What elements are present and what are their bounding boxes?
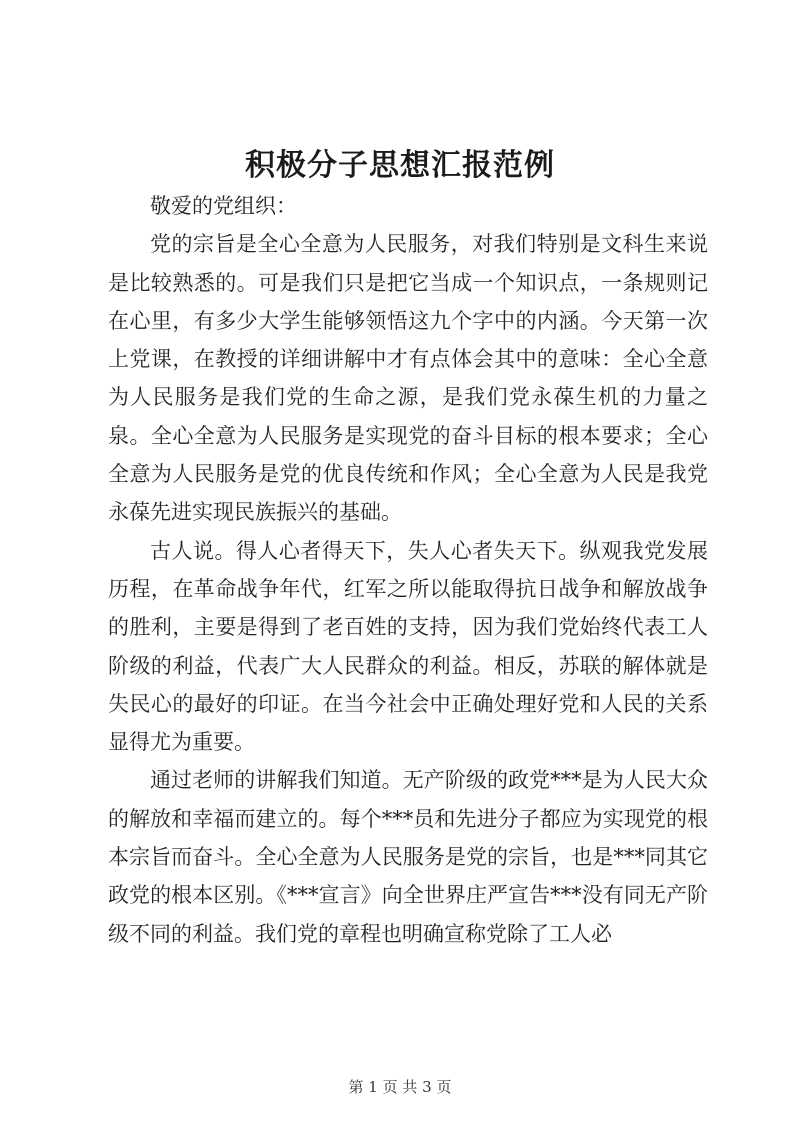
paragraph-2: 古人说。得人心者得天下，失人心者失天下。纵观我党发展历程，在革命战争年代，红军之所以能取得抗日战争和解放战争的胜利，主要是得到了老百姓的支持，因为我们党始终代表工人阶级的利益，代表广大人民群众的利益。相反，苏联的解体就是失民心的最好的印证。在当今社会中正确处理好党和人民的关系显得尤为重要。: [108, 538, 708, 755]
document-title: 积极分子思想汇报范例: [245, 148, 555, 183]
document-body: [108, 187, 708, 953]
paragraph-1: 党的宗旨是全心全意为人民服务，对我们特别是文科生来说是比较熟悉的。可是我们只是把它当成一个知识点，一条规则记在心里，有多少大学生能够领悟这九个字中的内涵。今天第一次上党课，在教授的详细讲解中才有点体会其中的意味：全心全意为人民服务是我们党的生命之源，是我们党永葆生机的力量之泉。全心全意为人民服务是实现党的奋斗目标的根本要求；全心全意为人民服务是党的优良传统和作风；全心全意为人民是我党永葆先进实现民族振兴的基础。: [108, 232, 708, 525]
greeting: 敬爱的党组织：: [150, 194, 297, 218]
page-number-footer: 第 1 页 共 3 页: [348, 1078, 452, 1096]
paragraph-3: 通过老师的讲解我们知道。无产阶级的政党***是为人民大众的解放和幸福而建立的。每个***员和先进分子都应为实现党的根本宗旨而奋斗。全心全意为人民服务是党的宗旨，也是***同其它政党的根本区别。《***宣言》向全世界庄严宣告***没有同无产阶级不同的利益。我们党的章程也明确宣称党除了工人必: [108, 768, 708, 946]
